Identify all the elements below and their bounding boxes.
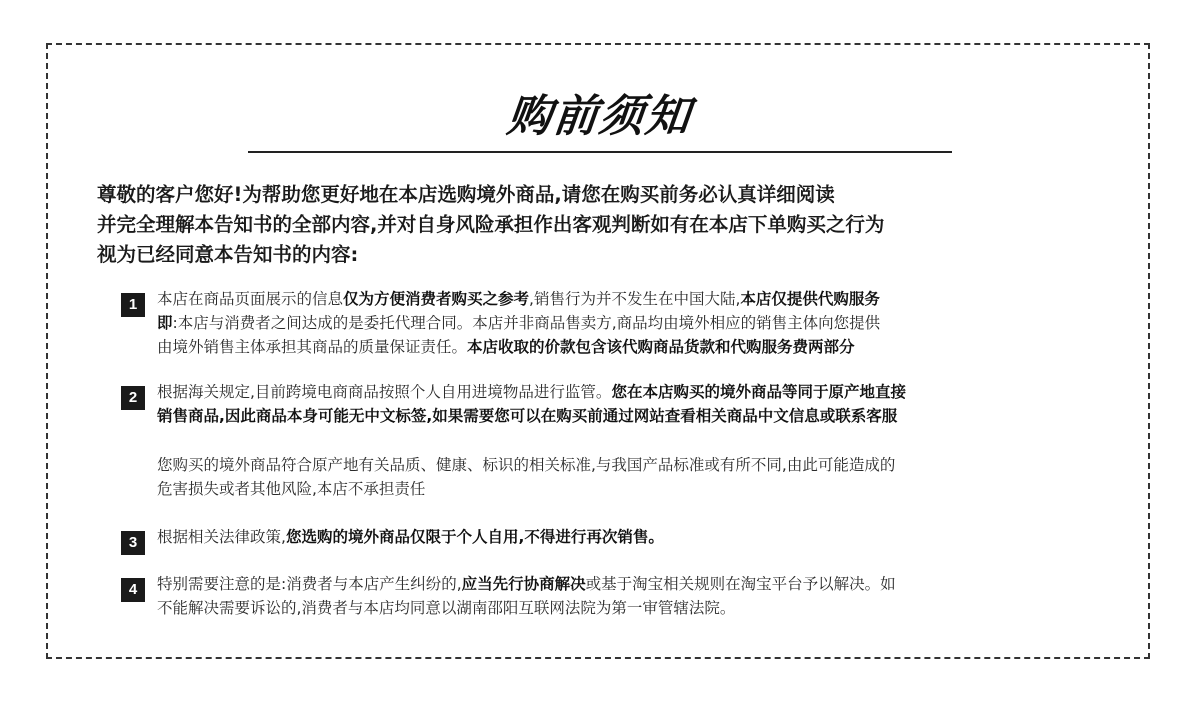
item-number-badge: 1 <box>121 293 145 317</box>
bold-text-span: 本店收取的价款包含该代购商品货款和代购服务费两部分 <box>467 338 855 356</box>
bold-text-span: 您选购的境外商品仅限于个人自用,不得进行再次销售。 <box>285 528 664 546</box>
item-line <box>157 572 1127 596</box>
item-text <box>157 572 1127 620</box>
intro-line-2: 并完全理解本告知书的全部内容,并对自身风险承担作出客观判断如有在本店下单购买之行为 <box>97 213 885 236</box>
intro-line-3: 视为已经同意本告知书的内容: <box>97 243 359 266</box>
intro-line-1: 尊敬的客户您好!为帮助您更好地在本店选购境外商品,请您在购买前务必认真详细阅读 <box>97 183 835 206</box>
item-line <box>157 287 1127 311</box>
bold-text-span: 仅为方便消费者购买之参考 <box>343 290 530 308</box>
item-line <box>157 311 1127 335</box>
item-line <box>157 525 1127 549</box>
bold-text-span: 本店仅提供代购服务 <box>740 290 880 308</box>
text-span: :本店与消费者之间达成的是委托代理合同。本店并非商品售卖方,商品均由境外相应的销售主体向您提供 <box>172 314 881 332</box>
item-text <box>157 525 1127 549</box>
item-line <box>157 380 1127 404</box>
text-span: 根据海关规定,目前跨境电商商品按照个人自用进境物品进行监管。 <box>157 383 612 401</box>
text-span: 由境外销售主体承担其商品的质量保证责任。 <box>157 338 468 356</box>
bold-text-span: 应当先行协商解决 <box>461 575 586 593</box>
title-underline <box>248 151 952 153</box>
text-span: 本店在商品页面展示的信息 <box>157 290 344 308</box>
intro-paragraph <box>97 180 1117 270</box>
item-number-badge: 2 <box>121 386 145 410</box>
item-line <box>157 404 1127 428</box>
item-text <box>157 453 1127 501</box>
page-title: 购前须知 <box>504 91 695 142</box>
item-line: 不能解决需要诉讼的,消费者与本店均同意以湖南邵阳互联网法院为第一审管辖法院。 <box>157 599 736 617</box>
item-number-badge: 3 <box>121 531 145 555</box>
text-span: ,销售行为并不发生在中国大陆, <box>529 290 741 308</box>
item-line: 您购买的境外商品符合原产地有关品质、健康、标识的相关标准,与我国产品标准或有所不同,由此可能造成的 <box>157 456 896 474</box>
item-text <box>157 287 1127 359</box>
item-text <box>157 380 1127 428</box>
bold-text-span: 销售商品,因此商品本身可能无中文标签,如果需要您可以在购买前通过网站查看相关商品中文信息或联系客服 <box>157 407 898 425</box>
text-span: 特别需要注意的是:消费者与本店产生纠纷的, <box>157 575 462 593</box>
item-line <box>157 335 1127 359</box>
text-span: 或基于淘宝相关规则在淘宝平台予以解决。如 <box>585 575 896 593</box>
item-line: 危害损失或者其他风险,本店不承担责任 <box>157 480 426 498</box>
item-number-badge: 4 <box>121 578 145 602</box>
bold-text-span: 即 <box>157 314 173 332</box>
bold-text-span: 您在本店购买的境外商品等同于原产地直接 <box>611 383 906 401</box>
text-span: 根据相关法律政策, <box>157 528 286 546</box>
